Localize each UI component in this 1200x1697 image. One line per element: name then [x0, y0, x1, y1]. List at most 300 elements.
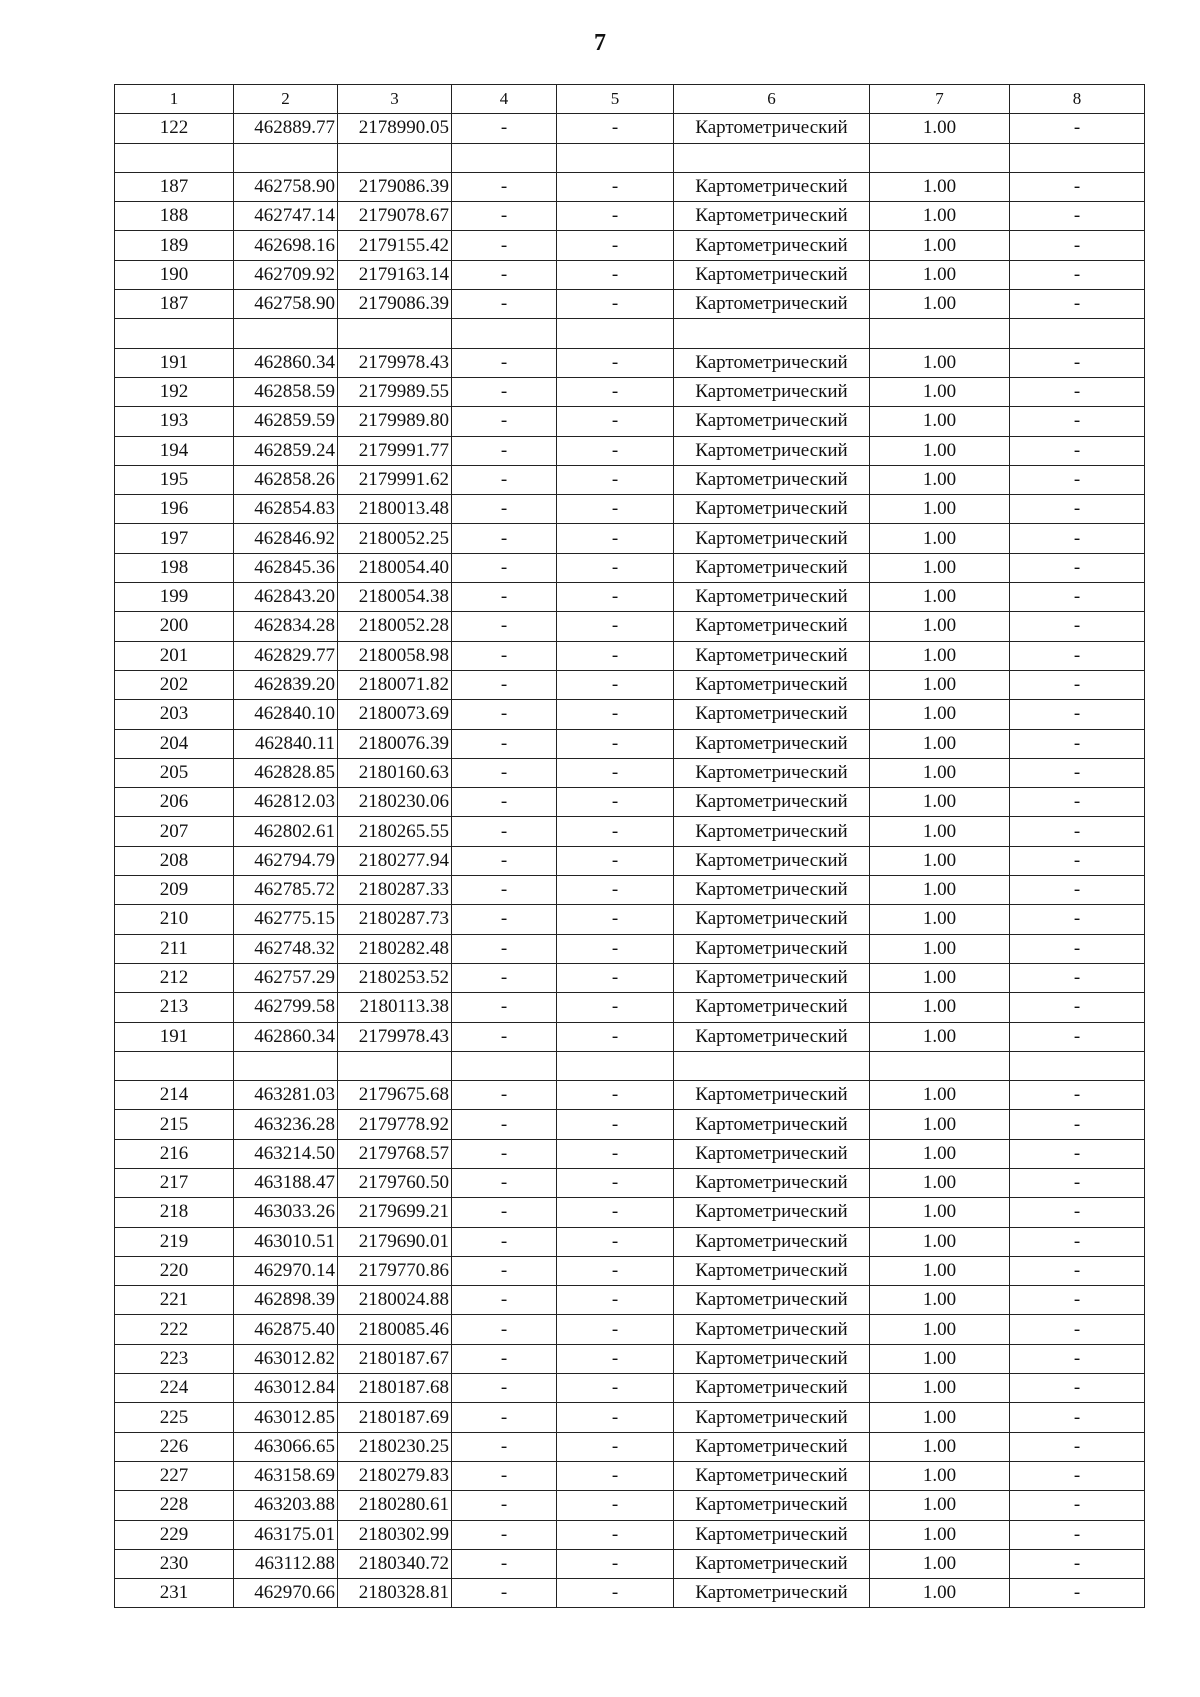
table-cell-col-5: -: [557, 729, 674, 758]
table-cell-col-4: -: [452, 1520, 557, 1549]
table-cell-col-4: -: [452, 788, 557, 817]
table-cell-col-1: 187: [115, 290, 234, 319]
table-cell-col-3: 2179978.43: [338, 1022, 452, 1051]
table-cell-col-7: 1.00: [870, 1461, 1010, 1490]
table-row: [115, 436, 1145, 465]
table-row: [115, 1432, 1145, 1461]
table-cell-col-1: 202: [115, 670, 234, 699]
table-cell-col-4: -: [452, 670, 557, 699]
table-cell-col-4: [452, 319, 557, 348]
table-cell-col-6: Картометрический: [674, 1549, 870, 1578]
table-cell-col-4: -: [452, 1374, 557, 1403]
table-cell-col-1: 213: [115, 993, 234, 1022]
table-cell-col-3: 2180230.06: [338, 788, 452, 817]
table-cell-col-6: Картометрический: [674, 758, 870, 787]
table-cell-col-6: Картометрический: [674, 993, 870, 1022]
table-cell-col-6: Картометрический: [674, 407, 870, 436]
table-cell-col-2: 462889.77: [234, 114, 338, 143]
table-cell-col-8: -: [1010, 1579, 1145, 1608]
table-row: [115, 1256, 1145, 1285]
table-cell-col-4: [452, 1051, 557, 1080]
table-cell-col-4: -: [452, 758, 557, 787]
table-cell-col-1: 203: [115, 700, 234, 729]
table-cell-col-1: 199: [115, 583, 234, 612]
table-cell-col-7: 1.00: [870, 758, 1010, 787]
table-cell-col-5: -: [557, 202, 674, 231]
table-cell-col-7: 1.00: [870, 993, 1010, 1022]
table-cell-col-8: -: [1010, 1520, 1145, 1549]
table-cell-col-1: 197: [115, 524, 234, 553]
table-cell-col-7: 1.00: [870, 465, 1010, 494]
table-cell-col-3: 2180277.94: [338, 846, 452, 875]
table-cell-col-3: 2180058.98: [338, 641, 452, 670]
column-header-1: 1: [115, 85, 234, 114]
table-cell-col-1: [115, 319, 234, 348]
table-row: [115, 348, 1145, 377]
table-cell-col-4: -: [452, 260, 557, 289]
table-cell-col-6: Картометрический: [674, 1022, 870, 1051]
table-cell-col-5: -: [557, 1549, 674, 1578]
table-cell-col-4: -: [452, 1139, 557, 1168]
table-cell-col-5: -: [557, 1110, 674, 1139]
table-cell-col-4: -: [452, 524, 557, 553]
table-cell-col-2: 463158.69: [234, 1461, 338, 1490]
column-header-6: 6: [674, 85, 870, 114]
table-cell-col-2: [234, 143, 338, 172]
table-cell-col-1: 228: [115, 1491, 234, 1520]
table-cell-col-8: -: [1010, 612, 1145, 641]
table-cell-col-3: 2178990.05: [338, 114, 452, 143]
table-cell-col-6: Картометрический: [674, 1198, 870, 1227]
table-cell-col-6: Картометрический: [674, 729, 870, 758]
table-cell-col-4: -: [452, 641, 557, 670]
table-cell-col-8: -: [1010, 260, 1145, 289]
table-cell-col-7: 1.00: [870, 348, 1010, 377]
table-cell-col-4: -: [452, 553, 557, 582]
table-row: [115, 202, 1145, 231]
table-row: [115, 1344, 1145, 1373]
table-cell-col-6: Картометрический: [674, 934, 870, 963]
table-cell-col-5: -: [557, 1227, 674, 1256]
table-cell-col-8: -: [1010, 172, 1145, 201]
table-cell-col-5: [557, 319, 674, 348]
table-cell-col-5: -: [557, 495, 674, 524]
table-cell-col-8: -: [1010, 377, 1145, 406]
table-cell-col-7: 1.00: [870, 524, 1010, 553]
table-cell-col-2: 463281.03: [234, 1081, 338, 1110]
table-cell-col-6: Картометрический: [674, 1139, 870, 1168]
table-cell-col-1: 226: [115, 1432, 234, 1461]
table-cell-col-8: -: [1010, 1549, 1145, 1578]
table-row: [115, 260, 1145, 289]
table-cell-col-3: 2180282.48: [338, 934, 452, 963]
table-cell-col-6: Картометрический: [674, 788, 870, 817]
table-cell-col-2: 462898.39: [234, 1286, 338, 1315]
table-row: [115, 1374, 1145, 1403]
table-cell-col-3: 2180279.83: [338, 1461, 452, 1490]
table-cell-col-8: -: [1010, 934, 1145, 963]
table-cell-col-2: 462748.32: [234, 934, 338, 963]
table-cell-col-3: 2180287.33: [338, 876, 452, 905]
table-cell-col-3: [338, 143, 452, 172]
table-cell-col-1: 224: [115, 1374, 234, 1403]
table-cell-col-6: Картометрический: [674, 524, 870, 553]
table-cell-col-1: 191: [115, 348, 234, 377]
table-cell-col-6: Картометрический: [674, 465, 870, 494]
table-cell-col-1: 195: [115, 465, 234, 494]
table-cell-col-8: -: [1010, 1403, 1145, 1432]
table-cell-col-7: 1.00: [870, 1198, 1010, 1227]
table-row: [115, 1403, 1145, 1432]
table-row: [115, 465, 1145, 494]
table-cell-col-8: -: [1010, 202, 1145, 231]
table-cell-col-5: -: [557, 231, 674, 260]
table-cell-col-2: 462758.90: [234, 290, 338, 319]
table-cell-col-7: 1.00: [870, 1139, 1010, 1168]
table-row: [115, 495, 1145, 524]
table-cell-col-7: 1.00: [870, 1432, 1010, 1461]
table-cell-col-4: -: [452, 1256, 557, 1285]
table-cell-col-7: 1.00: [870, 905, 1010, 934]
table-cell-col-5: -: [557, 934, 674, 963]
column-header-3: 3: [338, 85, 452, 114]
table-cell-col-6: Картометрический: [674, 1344, 870, 1373]
table-cell-col-4: -: [452, 348, 557, 377]
table-cell-col-2: 462875.40: [234, 1315, 338, 1344]
table-cell-col-3: 2180187.68: [338, 1374, 452, 1403]
table-cell-col-7: 1.00: [870, 1022, 1010, 1051]
table-cell-col-6: Картометрический: [674, 1520, 870, 1549]
table-cell-col-5: -: [557, 993, 674, 1022]
table-cell-col-3: 2179768.57: [338, 1139, 452, 1168]
table-cell-col-8: -: [1010, 700, 1145, 729]
table-cell-col-4: -: [452, 231, 557, 260]
table-row: [115, 963, 1145, 992]
table-cell-col-3: [338, 319, 452, 348]
table-cell-col-7: 1.00: [870, 1110, 1010, 1139]
table-cell-col-7: 1.00: [870, 290, 1010, 319]
table-cell-col-2: 463066.65: [234, 1432, 338, 1461]
table-cell-col-7: 1.00: [870, 1286, 1010, 1315]
table-cell-col-1: 193: [115, 407, 234, 436]
table-header-row: [115, 85, 1145, 114]
table-cell-col-3: 2180071.82: [338, 670, 452, 699]
table-cell-col-2: 462799.58: [234, 993, 338, 1022]
table-cell-col-8: -: [1010, 817, 1145, 846]
table-cell-col-5: -: [557, 1022, 674, 1051]
table-cell-col-4: -: [452, 1315, 557, 1344]
table-cell-col-1: 198: [115, 553, 234, 582]
table-cell-col-7: 1.00: [870, 377, 1010, 406]
table-row: [115, 1520, 1145, 1549]
table-cell-col-4: -: [452, 905, 557, 934]
table-cell-col-1: 209: [115, 876, 234, 905]
table-cell-col-2: 462846.92: [234, 524, 338, 553]
separator-row: [115, 1051, 1145, 1080]
table-row: [115, 1168, 1145, 1197]
table-cell-col-2: 462829.77: [234, 641, 338, 670]
table-cell-col-8: -: [1010, 1432, 1145, 1461]
table-cell-col-4: -: [452, 1432, 557, 1461]
table-cell-col-6: Картометрический: [674, 1227, 870, 1256]
table-cell-col-6: Картометрический: [674, 1110, 870, 1139]
table-cell-col-6: Картометрический: [674, 1168, 870, 1197]
table-cell-col-7: 1.00: [870, 260, 1010, 289]
table-cell-col-5: -: [557, 1168, 674, 1197]
table-row: [115, 846, 1145, 875]
table-cell-col-8: [1010, 143, 1145, 172]
column-header-7: 7: [870, 85, 1010, 114]
table-cell-col-8: -: [1010, 583, 1145, 612]
table-row: [115, 1549, 1145, 1578]
table-cell-col-1: 219: [115, 1227, 234, 1256]
table-cell-col-4: -: [452, 1344, 557, 1373]
page-number: 7: [594, 30, 606, 56]
table-cell-col-3: 2179978.43: [338, 348, 452, 377]
table-cell-col-8: -: [1010, 231, 1145, 260]
table-cell-col-7: 1.00: [870, 1374, 1010, 1403]
coordinates-table: [114, 84, 1145, 1608]
table-cell-col-6: Картометрический: [674, 290, 870, 319]
table-cell-col-8: -: [1010, 436, 1145, 465]
table-cell-col-7: 1.00: [870, 202, 1010, 231]
table-cell-col-8: -: [1010, 290, 1145, 319]
table-row: [115, 1491, 1145, 1520]
table-cell-col-6: Картометрический: [674, 436, 870, 465]
table-cell-col-6: Картометрический: [674, 876, 870, 905]
table-cell-col-7: 1.00: [870, 1227, 1010, 1256]
table-cell-col-8: -: [1010, 963, 1145, 992]
table-cell-col-1: 190: [115, 260, 234, 289]
table-cell-col-5: -: [557, 1315, 674, 1344]
table-cell-col-5: -: [557, 1374, 674, 1403]
table-cell-col-6: Картометрический: [674, 495, 870, 524]
table-cell-col-8: -: [1010, 670, 1145, 699]
table-cell-col-6: Картометрический: [674, 1081, 870, 1110]
table-row: [115, 934, 1145, 963]
table-cell-col-2: 462840.10: [234, 700, 338, 729]
table-cell-col-2: 463112.88: [234, 1549, 338, 1578]
table-cell-col-6: Картометрический: [674, 1256, 870, 1285]
table-cell-col-1: 214: [115, 1081, 234, 1110]
table-cell-col-3: 2180073.69: [338, 700, 452, 729]
table-cell-col-8: -: [1010, 1110, 1145, 1139]
table-cell-col-5: -: [557, 905, 674, 934]
table-cell-col-5: -: [557, 465, 674, 494]
table-cell-col-4: -: [452, 1110, 557, 1139]
table-cell-col-1: 201: [115, 641, 234, 670]
table-cell-col-5: -: [557, 172, 674, 201]
table-cell-col-1: 221: [115, 1286, 234, 1315]
table-cell-col-1: 192: [115, 377, 234, 406]
table-cell-col-7: 1.00: [870, 846, 1010, 875]
table-cell-col-6: Картометрический: [674, 1432, 870, 1461]
table-cell-col-8: -: [1010, 1139, 1145, 1168]
table-cell-col-4: -: [452, 963, 557, 992]
table-cell-col-4: -: [452, 1022, 557, 1051]
table-cell-col-6: [674, 319, 870, 348]
column-header-5: 5: [557, 85, 674, 114]
table-cell-col-5: -: [557, 1198, 674, 1227]
table-row: [115, 817, 1145, 846]
table-cell-col-1: 211: [115, 934, 234, 963]
table-cell-col-2: 462839.20: [234, 670, 338, 699]
table-cell-col-1: 231: [115, 1579, 234, 1608]
table-row: [115, 1315, 1145, 1344]
table-cell-col-3: 2180328.81: [338, 1579, 452, 1608]
table-cell-col-7: 1.00: [870, 553, 1010, 582]
table-cell-col-3: 2179989.80: [338, 407, 452, 436]
table-cell-col-7: 1.00: [870, 114, 1010, 143]
table-cell-col-1: [115, 1051, 234, 1080]
table-cell-col-2: 463012.85: [234, 1403, 338, 1432]
table-cell-col-7: 1.00: [870, 1168, 1010, 1197]
table-cell-col-3: 2179675.68: [338, 1081, 452, 1110]
table-cell-col-1: 189: [115, 231, 234, 260]
table-cell-col-2: 463033.26: [234, 1198, 338, 1227]
table-cell-col-2: 463012.82: [234, 1344, 338, 1373]
table-cell-col-8: -: [1010, 524, 1145, 553]
table-cell-col-4: -: [452, 612, 557, 641]
table-cell-col-6: Картометрический: [674, 172, 870, 201]
table-row: [115, 1081, 1145, 1110]
table-cell-col-5: -: [557, 524, 674, 553]
table-cell-col-4: -: [452, 1549, 557, 1578]
table-cell-col-2: 462860.34: [234, 348, 338, 377]
table-cell-col-5: -: [557, 1579, 674, 1608]
table-cell-col-8: -: [1010, 1315, 1145, 1344]
table-cell-col-6: Картометрический: [674, 553, 870, 582]
table-cell-col-6: Картометрический: [674, 348, 870, 377]
table-cell-col-1: 223: [115, 1344, 234, 1373]
table-cell-col-5: -: [557, 583, 674, 612]
table-cell-col-5: -: [557, 260, 674, 289]
table-cell-col-7: 1.00: [870, 934, 1010, 963]
table-cell-col-6: Картометрический: [674, 817, 870, 846]
table-cell-col-4: -: [452, 876, 557, 905]
table-cell-col-3: 2179690.01: [338, 1227, 452, 1256]
table-cell-col-3: 2179770.86: [338, 1256, 452, 1285]
table-row: [115, 612, 1145, 641]
table-cell-col-5: -: [557, 817, 674, 846]
table-cell-col-3: 2180113.38: [338, 993, 452, 1022]
table-cell-col-8: -: [1010, 1198, 1145, 1227]
table-cell-col-6: Картометрический: [674, 1374, 870, 1403]
table-cell-col-7: 1.00: [870, 436, 1010, 465]
table-cell-col-5: -: [557, 1461, 674, 1490]
table-cell-col-6: Картометрический: [674, 202, 870, 231]
table-row: [115, 758, 1145, 787]
table-cell-col-1: 210: [115, 905, 234, 934]
table-cell-col-3: 2180187.67: [338, 1344, 452, 1373]
separator-row: [115, 143, 1145, 172]
table-cell-col-6: Картометрический: [674, 641, 870, 670]
table-cell-col-8: -: [1010, 1491, 1145, 1520]
table-cell-col-2: 462747.14: [234, 202, 338, 231]
table-cell-col-1: 212: [115, 963, 234, 992]
table-cell-col-2: [234, 1051, 338, 1080]
table-cell-col-3: 2179991.77: [338, 436, 452, 465]
table-cell-col-8: -: [1010, 1286, 1145, 1315]
table-cell-col-8: -: [1010, 1168, 1145, 1197]
table-cell-col-5: -: [557, 846, 674, 875]
table-cell-col-6: [674, 1051, 870, 1080]
table-cell-col-7: [870, 1051, 1010, 1080]
table-cell-col-1: 215: [115, 1110, 234, 1139]
table-cell-col-7: 1.00: [870, 407, 1010, 436]
table-row: [115, 641, 1145, 670]
table-row: [115, 1139, 1145, 1168]
table-cell-col-5: -: [557, 758, 674, 787]
table-cell-col-6: Картометрический: [674, 1315, 870, 1344]
table-cell-col-5: -: [557, 407, 674, 436]
table-cell-col-3: 2179760.50: [338, 1168, 452, 1197]
table-cell-col-4: -: [452, 436, 557, 465]
table-cell-col-2: 463175.01: [234, 1520, 338, 1549]
table-cell-col-2: 462698.16: [234, 231, 338, 260]
table-cell-col-1: 220: [115, 1256, 234, 1285]
table-row: [115, 1227, 1145, 1256]
table-cell-col-2: 462859.59: [234, 407, 338, 436]
table-cell-col-4: -: [452, 729, 557, 758]
table-cell-col-3: 2179086.39: [338, 172, 452, 201]
table-cell-col-8: -: [1010, 758, 1145, 787]
table-cell-col-5: -: [557, 1432, 674, 1461]
table-cell-col-4: -: [452, 1081, 557, 1110]
table-cell-col-2: 462812.03: [234, 788, 338, 817]
table-cell-col-3: 2180253.52: [338, 963, 452, 992]
table-cell-col-5: -: [557, 876, 674, 905]
table-cell-col-7: 1.00: [870, 1549, 1010, 1578]
table-cell-col-8: -: [1010, 1081, 1145, 1110]
table-cell-col-8: -: [1010, 553, 1145, 582]
table-cell-col-3: 2180054.38: [338, 583, 452, 612]
table-cell-col-4: -: [452, 1227, 557, 1256]
table-row: [115, 1286, 1145, 1315]
table-row: [115, 583, 1145, 612]
table-cell-col-8: -: [1010, 729, 1145, 758]
table-cell-col-8: -: [1010, 905, 1145, 934]
table-cell-col-2: 463012.84: [234, 1374, 338, 1403]
table-cell-col-4: -: [452, 407, 557, 436]
table-cell-col-2: 462802.61: [234, 817, 338, 846]
table-cell-col-8: -: [1010, 641, 1145, 670]
table-cell-col-5: [557, 1051, 674, 1080]
table-cell-col-2: 462758.90: [234, 172, 338, 201]
table-cell-col-1: 187: [115, 172, 234, 201]
table-cell-col-8: -: [1010, 465, 1145, 494]
table-cell-col-4: [452, 143, 557, 172]
table-row: [115, 700, 1145, 729]
table-cell-col-1: 196: [115, 495, 234, 524]
table-cell-col-7: 1.00: [870, 876, 1010, 905]
column-header-8: 8: [1010, 85, 1145, 114]
table-cell-col-7: 1.00: [870, 1579, 1010, 1608]
table-cell-col-8: -: [1010, 1227, 1145, 1256]
table-cell-col-8: -: [1010, 495, 1145, 524]
table-cell-col-5: -: [557, 377, 674, 406]
table-cell-col-2: [234, 319, 338, 348]
table-cell-col-2: 462757.29: [234, 963, 338, 992]
table-cell-col-1: 222: [115, 1315, 234, 1344]
table-row: [115, 290, 1145, 319]
table-cell-col-5: -: [557, 553, 674, 582]
table-cell-col-4: -: [452, 377, 557, 406]
table-cell-col-4: -: [452, 993, 557, 1022]
table-cell-col-6: [674, 143, 870, 172]
table-cell-col-3: 2179078.67: [338, 202, 452, 231]
table-cell-col-8: -: [1010, 993, 1145, 1022]
